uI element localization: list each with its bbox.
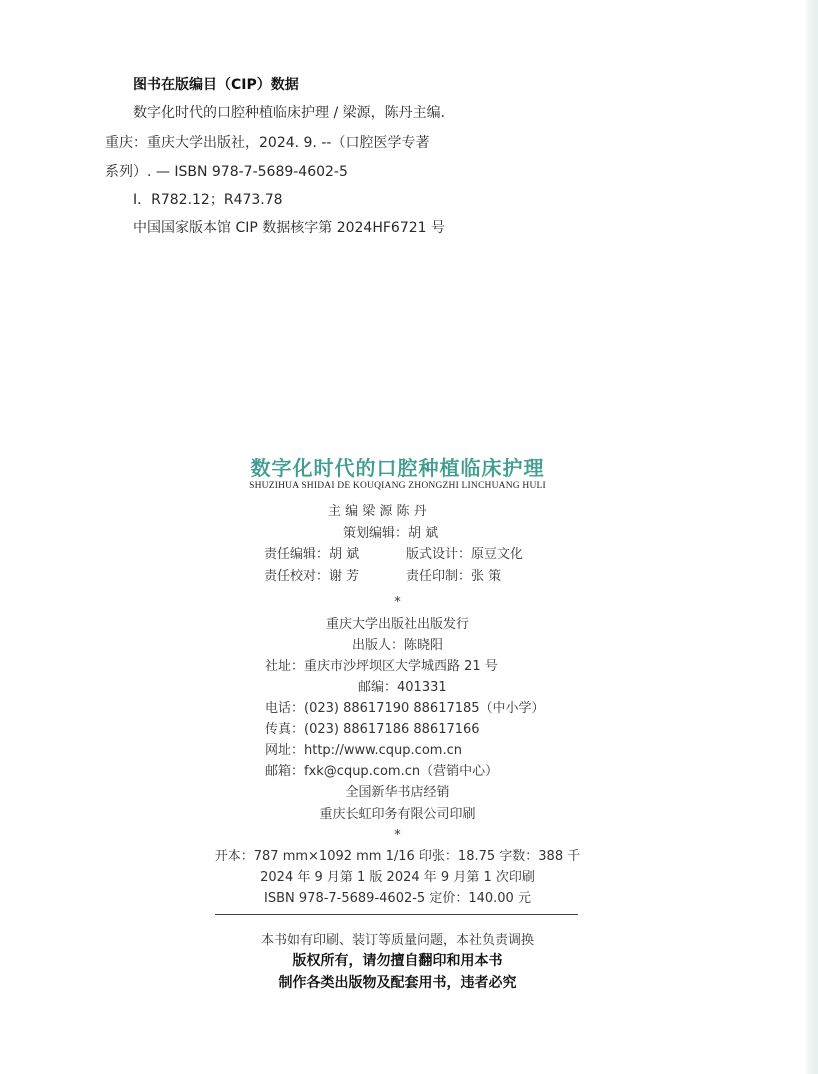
quality-notice: 本书如有印刷、装订等质量问题，本社负责调换 <box>260 933 534 948</box>
isbn-price: ISBN 978-7-5689-4602-5 定价：140.00 元 <box>264 891 531 906</box>
email: 邮箱：fxk@cqup.com.cn（营销中心） <box>265 764 499 779</box>
cip-line-4: Ⅰ．R782.12；R473.78 <box>133 192 283 208</box>
publisher-address: 社址：重庆市沙坪坝区大学城西路 21 号 <box>265 659 498 674</box>
print-supervisor: 责任印制：张 策 <box>406 569 502 584</box>
publisher-person: 出版人：陈晓阳 <box>351 638 443 653</box>
layout-design: 版式设计：原豆文化 <box>406 547 524 562</box>
planning-editor: 策划编辑：胡 斌 <box>343 526 439 541</box>
printer: 重庆长虹印务有限公司印刷 <box>319 807 476 822</box>
book-title-pinyin: SHUZIHUA SHIDAI DE KOUQIANG ZHONGZHI LINCHUANG HULI <box>249 481 546 491</box>
page-edge-strip <box>806 0 818 1074</box>
infringement-notice: 制作各类出版物及配套用书，违者必究 <box>278 975 517 991</box>
publisher-name: 重庆大学出版社出版发行 <box>325 617 469 632</box>
postcode: 邮编：401331 <box>358 680 447 695</box>
separator-star-2: * <box>394 828 401 843</box>
format-specs: 开本：787 mm×1092 mm 1/16 印张：18.75 字数：388 千 <box>214 849 581 864</box>
book-title: 数字化时代的口腔种植临床护理 <box>250 456 545 480</box>
distributor: 全国新华书店经销 <box>345 785 450 800</box>
divider-line <box>215 914 578 915</box>
copyright-notice: 版权所有，请勿擅自翻印和用本书 <box>292 953 503 969</box>
cip-line-5: 中国国家版本馆 CIP 数据核字第 2024HF6721 号 <box>133 220 445 236</box>
responsible-editor: 责任编辑：胡 斌 <box>264 547 360 562</box>
phone: 电话：(023) 88617190 88617185（中小学） <box>265 701 545 716</box>
website: 网址：http://www.cqup.com.cn <box>265 743 462 758</box>
cip-line-2: 重庆：重庆大学出版社，2024. 9. --（口腔医学专著 <box>105 135 430 151</box>
cip-title: 图书在版编目（CIP）数据 <box>133 77 299 93</box>
proofreader: 责任校对：谢 芳 <box>264 569 360 584</box>
cip-line-1: 数字化时代的口腔种植临床护理 / 梁源，陈丹主编． <box>133 105 455 121</box>
chief-editors: 主 编 梁 源 陈 丹 <box>328 504 427 519</box>
fax: 传真：(023) 88617186 88617166 <box>265 722 480 737</box>
cip-line-3: 系列）. — ISBN 978-7-5689-4602-5 <box>105 164 348 180</box>
separator-star: * <box>394 595 401 610</box>
edition-info: 2024 年 9 月第 1 版 2024 年 9 月第 1 次印刷 <box>260 870 535 885</box>
